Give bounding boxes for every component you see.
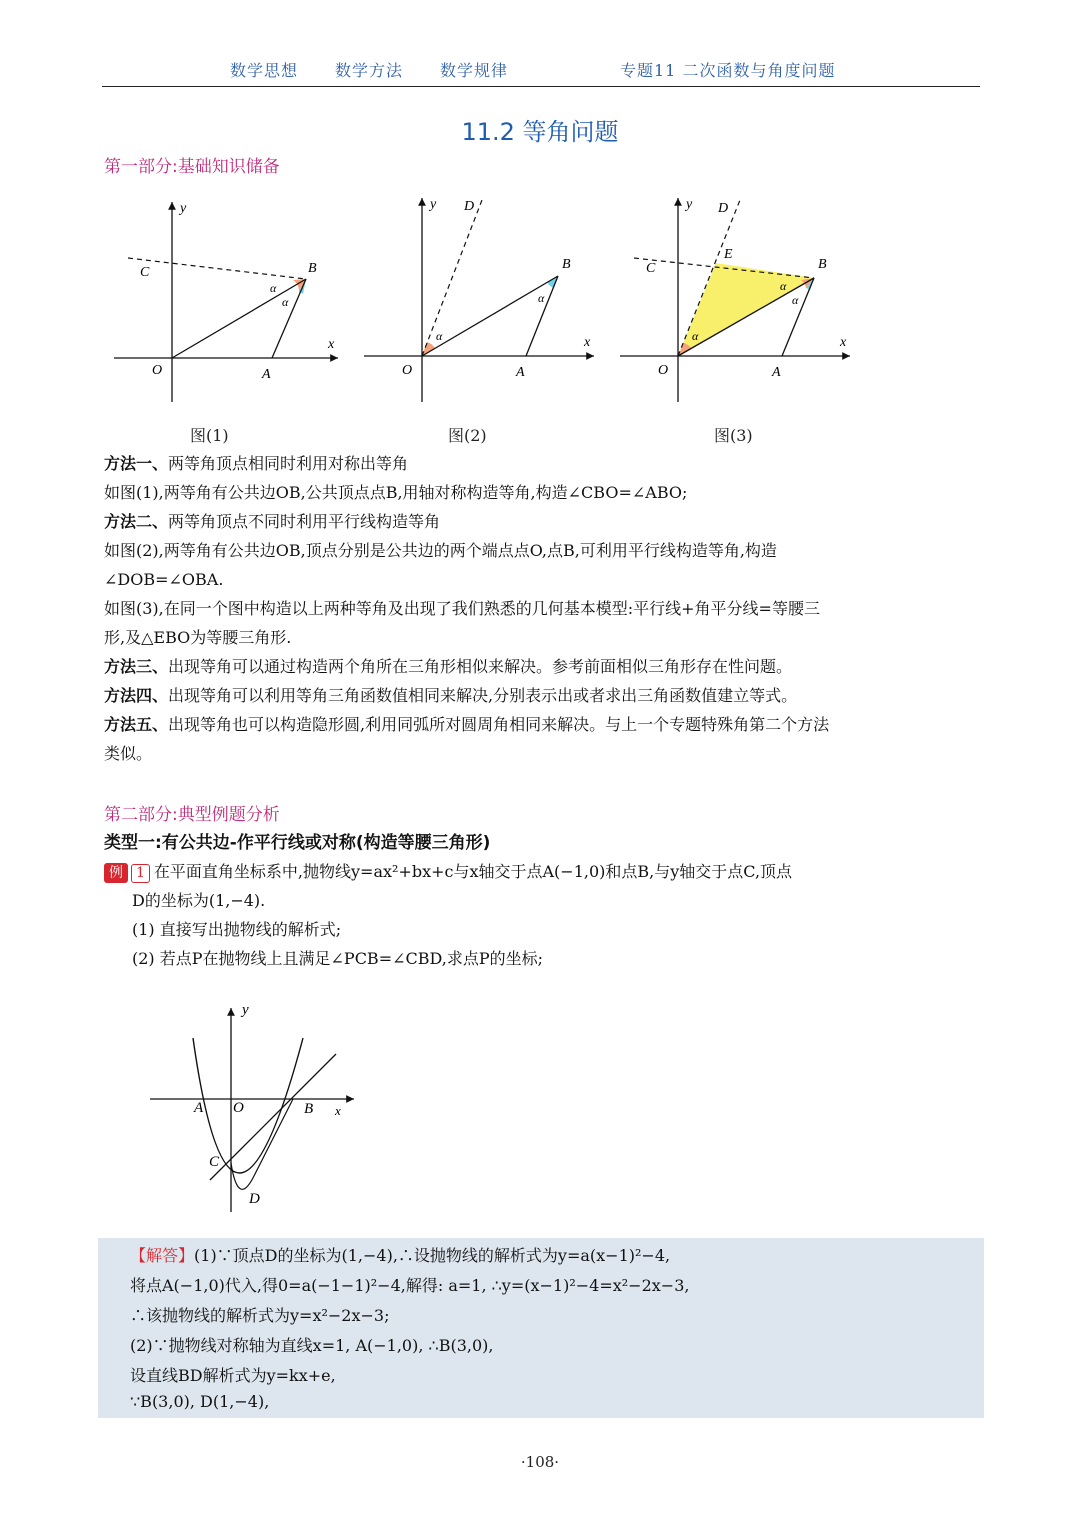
segment-ob — [172, 279, 306, 358]
label-d: D — [249, 1191, 260, 1207]
label-alpha-2: α — [780, 279, 787, 293]
method-3-text: 出现等角可以通过构造两个角所在三角形相似来解决。参考前面相似三角形存在性问题。 — [168, 657, 793, 676]
method-2-detail-1: 如图(2),两等角有公共边OB,顶点分别是公共边的两个端点点O,点B,可利用平行线构造等角,构造 — [104, 541, 777, 560]
dashed-line-od — [422, 200, 482, 356]
label-y: y — [430, 197, 437, 212]
method-5-title: 方法五、 — [104, 715, 169, 734]
figure-3-note-2: 形,及△EBO为等腰三角形. — [104, 628, 292, 647]
label-c: C — [646, 261, 656, 276]
header-topic: 专题11 二次函数与角度问题 — [620, 61, 836, 80]
caption-figure-2: 图(2) — [448, 426, 487, 445]
figure-3 — [616, 190, 866, 410]
line-cb — [210, 1054, 336, 1180]
label-x: x — [328, 337, 335, 352]
example-1 — [104, 857, 980, 973]
label-b: B — [818, 257, 827, 272]
method-1 — [104, 449, 980, 478]
figure-3-note-1: 如图(3),在同一个图中构造以上两种等角及出现了我们熟悉的几何基本模型:平行线+角平分线=等腰三 — [104, 599, 820, 618]
example-1-stem-line-1 — [104, 857, 980, 886]
method-2-title: 方法二、 — [104, 512, 169, 531]
example-question-1: (1) 直接写出抛物线的解析式; — [132, 920, 342, 939]
method-1-text: 两等角顶点相同时利用对称出等角 — [168, 454, 409, 473]
segment-ob — [422, 276, 558, 356]
answer-line-5: 设直线BD解析式为y=kx+e, — [130, 1366, 336, 1385]
page-title: 11.2 等角问题 — [461, 118, 619, 146]
method-1-detail: 如图(1),两等角有公共边OB,公共顶点点B,用轴对称构造等角,构造∠CBO=∠ABO; — [104, 483, 688, 502]
example-stem-1: 在平面直角坐标系中,抛物线y=ax²+bx+c与x轴交于点A(−1,0)和点B,与y轴交于点C,顶点 — [153, 862, 793, 881]
label-y: y — [180, 201, 187, 216]
parabola-figure — [146, 998, 366, 1218]
label-o: O — [402, 363, 413, 378]
label-alpha-1: α — [692, 329, 699, 343]
triangle-ebo-fill — [678, 263, 814, 356]
label-d: D — [464, 199, 475, 214]
parabola-curve — [193, 1038, 303, 1173]
label-b: B — [308, 261, 317, 276]
label-alpha-2: α — [538, 291, 545, 305]
caption-figure-3: 图(3) — [714, 426, 753, 445]
method-1-title: 方法一、 — [104, 454, 169, 473]
answer-line-1 — [130, 1243, 670, 1266]
segment-ab — [526, 276, 558, 356]
part2-heading: 第二部分:典型例题分析 — [104, 805, 280, 825]
label-a: A — [194, 1100, 204, 1116]
answer-line-4: (2)∵抛物线对称轴为直线x=1, A(−1,0), ∴B(3,0), — [130, 1336, 494, 1355]
label-alpha-1: α — [270, 281, 277, 295]
label-d: D — [718, 201, 729, 216]
header-item-3: 数学规律 — [440, 61, 509, 80]
label-o: O — [233, 1100, 244, 1116]
type1-heading: 类型一:有公共边-作平行线或对称(构造等腰三角形) — [104, 833, 491, 853]
part1-heading: 第一部分:基础知识储备 — [104, 157, 280, 177]
label-e: E — [724, 247, 733, 262]
method-5-cont: 类似。 — [104, 744, 153, 763]
label-alpha-1: α — [436, 329, 443, 343]
answer-line-1-text: (1)∵顶点D的坐标为(1,−4),∴设抛物线的解析式为y=a(x−1)²−4, — [194, 1246, 671, 1265]
method-2-text: 两等角顶点不同时利用平行线构造等角 — [168, 512, 441, 531]
method-3 — [104, 652, 980, 681]
label-y: y — [686, 197, 693, 212]
label-c: C — [140, 265, 150, 280]
label-b: B — [562, 257, 571, 272]
label-alpha-3: α — [792, 293, 799, 307]
method-4 — [104, 681, 980, 710]
label-o: O — [152, 363, 163, 378]
label-o: O — [658, 363, 669, 378]
header-item-2: 数学方法 — [335, 61, 404, 80]
label-a: A — [772, 365, 781, 380]
method-3-title: 方法三、 — [104, 657, 169, 676]
page-number: ·108· — [520, 1453, 560, 1471]
example-number: 1 — [131, 864, 150, 883]
label-x: x — [335, 1103, 341, 1118]
dashed-line-cb — [128, 258, 306, 279]
label-x: x — [840, 335, 847, 350]
figure-1 — [110, 190, 350, 410]
methods-block — [104, 449, 980, 768]
method-5 — [104, 710, 980, 739]
label-y: y — [242, 1002, 249, 1018]
caption-figure-1: 图(1) — [190, 426, 229, 445]
running-header — [0, 58, 1080, 82]
segment-ab — [272, 279, 306, 358]
method-2 — [104, 507, 980, 536]
label-a: A — [262, 367, 271, 382]
label-c: C — [209, 1154, 220, 1170]
answer-line-3: ∴该抛物线的解析式为y=x²−2x−3; — [130, 1306, 390, 1325]
method-5-text: 出现等角也可以构造隐形圆,利用同弧所对圆周角相同来解决。与上一个专题特殊角第二个方法 — [168, 715, 830, 734]
answer-tag: 【解答】 — [130, 1246, 195, 1265]
example-question-2: (2) 若点P在抛物线上且满足∠PCB=∠CBD,求点P的坐标; — [132, 949, 544, 968]
example-stem-2: D的坐标为(1,−4). — [132, 891, 266, 910]
method-2-detail-2: ∠DOB=∠OBA. — [104, 570, 224, 589]
label-a: A — [516, 365, 525, 380]
label-x: x — [584, 335, 591, 350]
header-rule — [102, 86, 980, 87]
answer-line-6: ∵B(3,0), D(1,−4), — [130, 1392, 270, 1411]
method-4-title: 方法四、 — [104, 686, 169, 705]
label-alpha-2: α — [282, 295, 289, 309]
answer-line-2: 将点A(−1,0)代入,得0=a(−1−1)²−4,解得: a=1, ∴y=(x−1)²−4=x²−2x−3, — [130, 1276, 690, 1295]
answer-box — [98, 1238, 984, 1418]
method-4-text: 出现等角可以利用等角三角函数值相同来解决,分别表示出或者求出三角函数值建立等式。 — [168, 686, 798, 705]
figure-2 — [360, 190, 610, 410]
header-item-1: 数学思想 — [230, 61, 299, 80]
label-b: B — [304, 1101, 314, 1117]
example-badge: 例 — [104, 863, 128, 883]
